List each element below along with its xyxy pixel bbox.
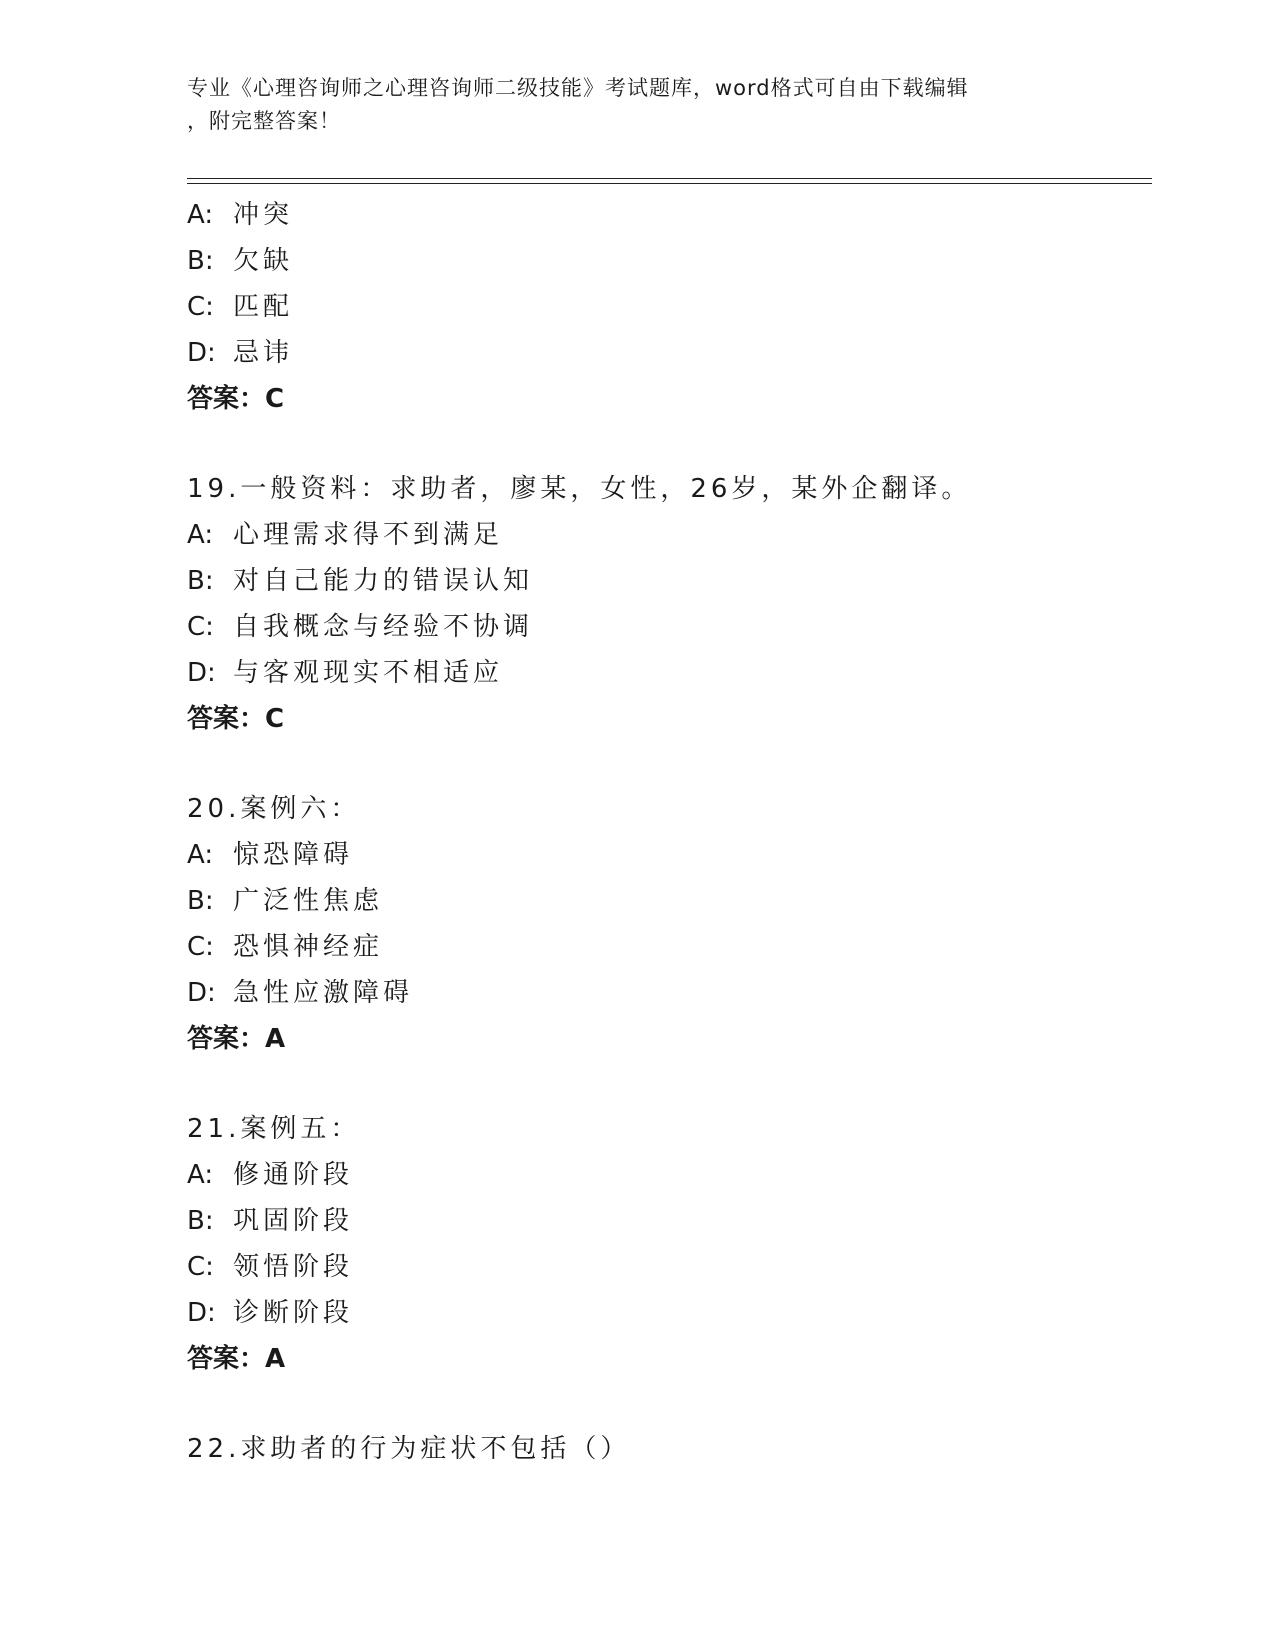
option-a — [187, 1152, 1147, 1198]
option-key: A: — [187, 840, 214, 870]
option-c — [187, 284, 1147, 330]
header-divider-top — [187, 178, 1152, 179]
question-list — [187, 192, 1147, 1472]
document-header — [187, 72, 1087, 138]
option-text: 领悟阶段 — [233, 1252, 354, 1282]
option-key: B: — [187, 566, 214, 596]
option-key: C: — [187, 612, 214, 642]
question-block — [187, 1106, 1147, 1382]
header-line-2: ，附完整答案！ — [187, 109, 341, 133]
option-d — [187, 330, 1147, 376]
option-text: 修通阶段 — [233, 1160, 354, 1190]
option-key: A: — [187, 1160, 214, 1190]
option-key: D: — [187, 1298, 216, 1328]
answer-line: 答案：A — [187, 1344, 286, 1374]
question-block — [187, 466, 1147, 742]
question-text: 20.案例六： — [187, 794, 361, 824]
answer-line: 答案：C — [187, 384, 285, 414]
option-a — [187, 512, 1147, 558]
option-text: 急性应激障碍 — [233, 978, 414, 1008]
option-text: 匹配 — [233, 292, 294, 322]
option-key: C: — [187, 1252, 214, 1282]
question-text: 21.案例五： — [187, 1114, 361, 1144]
option-key: A: — [187, 200, 214, 230]
option-text: 冲突 — [233, 200, 294, 230]
option-key: B: — [187, 246, 214, 276]
option-key: B: — [187, 1206, 214, 1236]
option-c — [187, 1244, 1147, 1290]
option-d — [187, 970, 1147, 1016]
option-text: 自我概念与经验不协调 — [233, 612, 534, 642]
option-b — [187, 558, 1147, 604]
option-c — [187, 604, 1147, 650]
option-d — [187, 650, 1147, 696]
option-text: 欠缺 — [233, 246, 294, 276]
option-key: C: — [187, 932, 214, 962]
question-text: 22.求助者的行为症状不包括（） — [187, 1434, 631, 1464]
option-text: 诊断阶段 — [233, 1298, 354, 1328]
option-text: 与客观现实不相适应 — [233, 658, 504, 688]
option-d — [187, 1290, 1147, 1336]
option-text: 忌讳 — [233, 338, 294, 368]
option-a — [187, 832, 1147, 878]
question-block — [187, 1426, 1147, 1472]
option-b — [187, 1198, 1147, 1244]
answer-line: 答案：C — [187, 704, 285, 734]
option-text: 广泛性焦虑 — [233, 886, 384, 916]
option-c — [187, 924, 1147, 970]
option-key: D: — [187, 978, 216, 1008]
option-key: D: — [187, 338, 216, 368]
option-text: 巩固阶段 — [233, 1206, 354, 1236]
option-text: 恐惧神经症 — [233, 932, 384, 962]
question-block — [187, 192, 1147, 422]
option-b — [187, 878, 1147, 924]
question-block — [187, 786, 1147, 1062]
option-text: 对自己能力的错误认知 — [233, 566, 534, 596]
header-line-1: 专业《心理咨询师之心理咨询师二级技能》考试题库，word格式可自由下载编辑 — [187, 76, 969, 100]
option-text: 惊恐障碍 — [233, 840, 354, 870]
option-text: 心理需求得不到满足 — [233, 520, 504, 550]
question-text: 19.一般资料：求助者，廖某，女性，26岁，某外企翻译。 — [187, 474, 972, 504]
option-key: A: — [187, 520, 214, 550]
option-b — [187, 238, 1147, 284]
option-key: D: — [187, 658, 216, 688]
option-key: B: — [187, 886, 214, 916]
header-divider-bottom — [187, 183, 1152, 184]
option-a — [187, 192, 1147, 238]
option-key: C: — [187, 292, 214, 322]
answer-line: 答案：A — [187, 1024, 286, 1054]
